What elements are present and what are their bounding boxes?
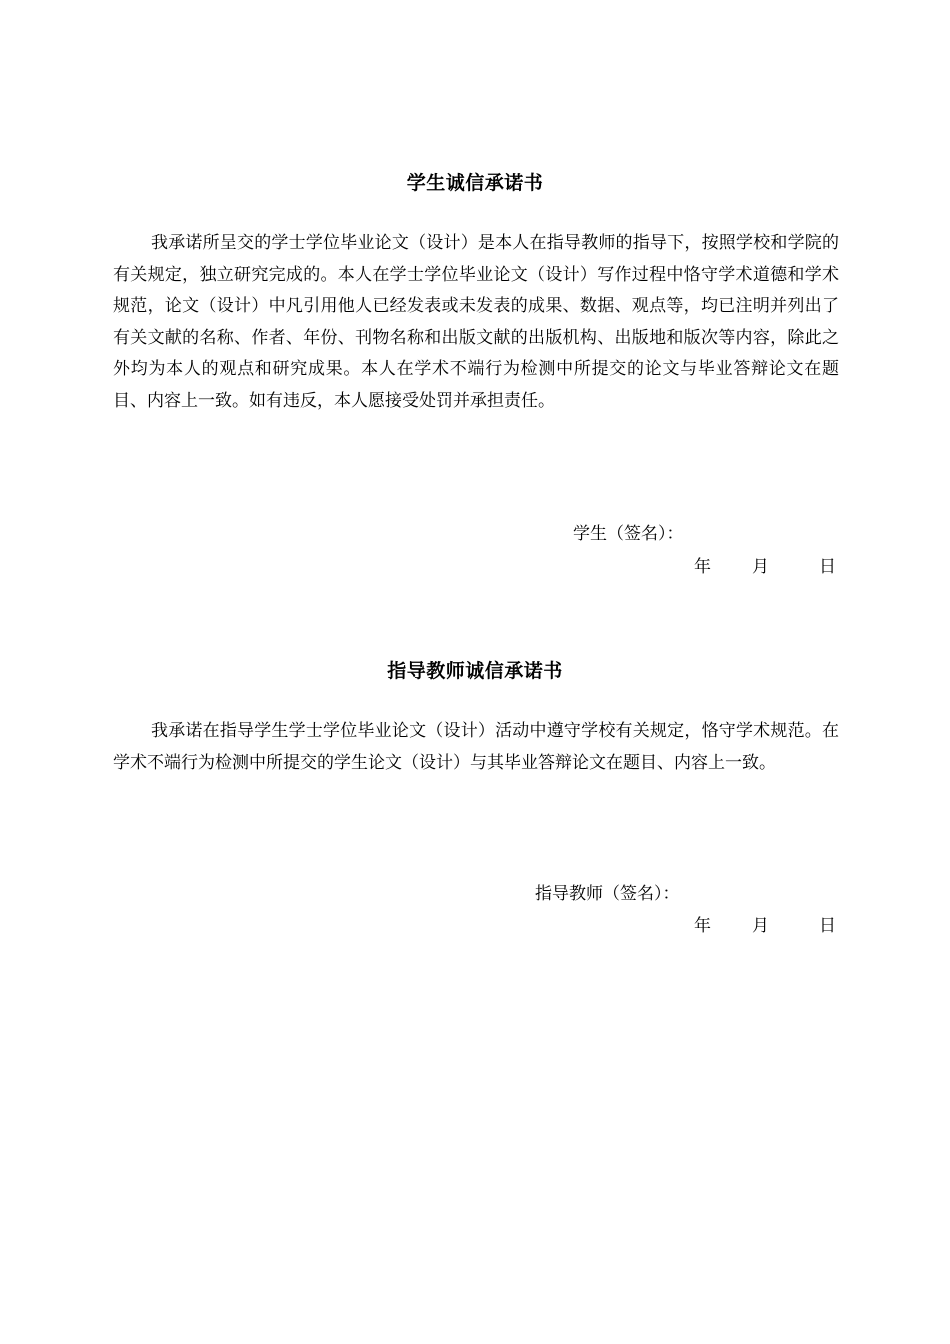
advisor-signature-label: 指导教师（签名）： xyxy=(535,884,680,904)
student-signature-label: 学生（签名）： xyxy=(573,524,684,544)
student-date-line xyxy=(0,552,950,576)
student-date-month: 月 xyxy=(752,557,769,577)
advisor-date-month: 月 xyxy=(752,916,769,936)
student-date-year: 年 xyxy=(694,557,711,577)
student-pledge-body: 我承诺所呈交的学士学位毕业论文（设计）是本人在指导教师的指导下，按照学校和学院的有关规定，独立研究完成的。本人在学士学位毕业论文（设计）写作过程中恪守学术道德和学术规范，论文（设计）中凡引用他人已经发表或未发表的成果、数据、观点等，均已注明并列出了有关文献的名称、作者、年份、刊物名称和出版文献的出版机构、出版地和版次等内容，除此之外均为本人的观点和研究成果。本人在学术不端行为检测中所提交的论文与毕业答辩论文在题目、内容上一致。如有违反，本人愿接受处罚并承担责任。 xyxy=(113,233,839,411)
advisor-date-line xyxy=(0,911,950,935)
advisor-pledge-body: 我承诺在指导学生学士学位毕业论文（设计）活动中遵守学校有关规定，恪守学术规范。在学术不端行为检测中所提交的学生论文（设计）与其毕业答辩论文在题目、内容上一致。 xyxy=(113,721,839,773)
student-date-day: 日 xyxy=(819,557,836,577)
advisor-date-year: 年 xyxy=(694,916,711,936)
advisor-pledge-title: 指导教师诚信承诺书 xyxy=(387,660,563,682)
advisor-date-day: 日 xyxy=(819,916,836,936)
student-pledge-title: 学生诚信承诺书 xyxy=(406,172,544,194)
